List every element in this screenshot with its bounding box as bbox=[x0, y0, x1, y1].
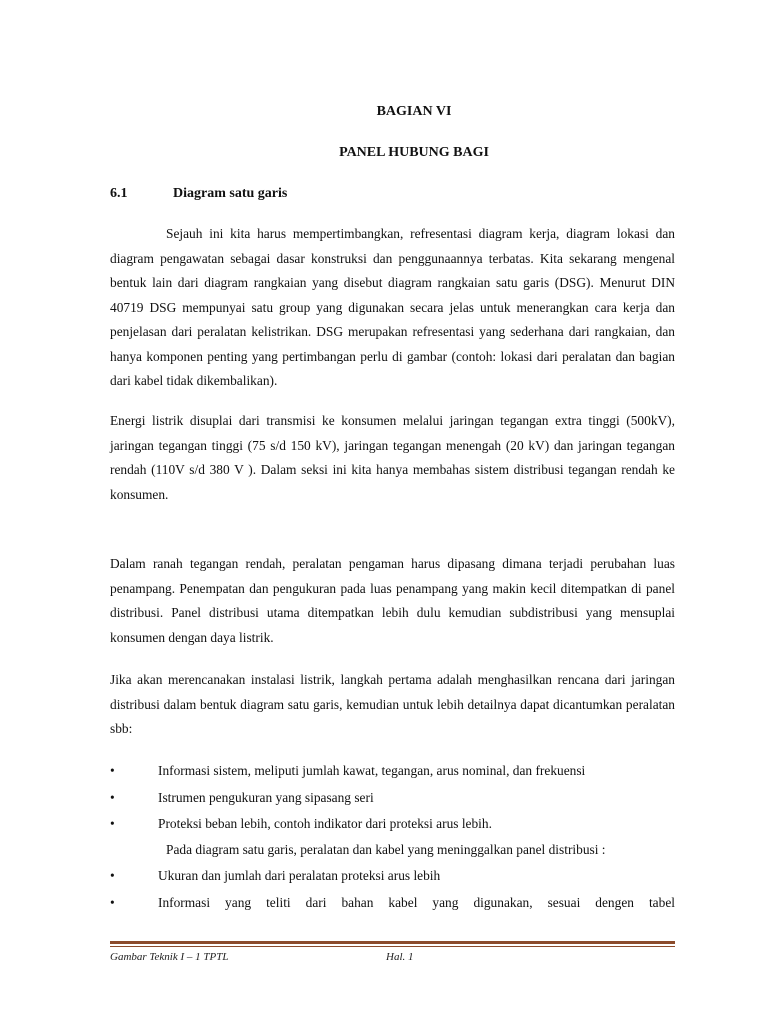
page-number: Hal. 1 bbox=[386, 951, 414, 963]
section-title: Diagram satu garis bbox=[173, 186, 288, 201]
paragraph-1: Sejauh ini kita harus mempertimbangkan, refresentasi diagram kerja, diagram lokasi dan diagram pengawatan sebagai dasar konstruksi dan penggunaannya terbatas. Kita sekarang mengenal bentuk lain dari diagram rangkaian yang disebut diagram rangkaian satu garis (DSG). Menurut DIN 40719 DSG mempunyai satu group yang digunakan secara jelas untuk menerangkan cara kerja dan penjelasan dari peralatan kelistrikan. DSG merupakan refresentasi yang sederhana dari rangkaian, dan hanya komponen penting yang pertimbangan perlu di gambar (contoh: lokasi dari peralatan dan bagian dari kabel tidak dikembalikan). bbox=[110, 226, 675, 388]
list-item bbox=[110, 867, 675, 885]
chapter-title: BAGIAN VI bbox=[376, 104, 452, 119]
bullet-icon: • bbox=[110, 816, 115, 831]
section-number: 6.1 bbox=[110, 186, 128, 201]
section-heading bbox=[110, 186, 287, 202]
paragraph-2: Energi listrik disuplai dari transmisi ke konsumen melalui jaringan tegangan extra tinggi (500kV), jaringan tegangan tinggi (75 s/d 150 kV), jaringan tegangan menengah (20 kV) dan jaringan tegangan rendah (110V s/d 380 V ). Dalam seksi ini kita hanya membahas sistem distribusi tegangan rendah ke konsumen. bbox=[110, 413, 675, 502]
list-item-text: Ukuran dan jumlah dari peralatan proteksi arus lebih bbox=[158, 868, 441, 883]
list-item-text: Informasi yang teliti dari bahan kabel yang digunakan, sesuai dengen tabel bbox=[158, 895, 675, 910]
list-item bbox=[110, 894, 675, 912]
list-item bbox=[110, 762, 675, 780]
bullet-icon: • bbox=[110, 790, 115, 805]
paragraph-4: Jika akan merencanakan instalasi listrik, langkah pertama adalah menghasilkan rencana dari jaringan distribusi dalam bentuk diagram satu garis, kemudian untuk lebih detailnya dapat dicantumkan peralatan sbb: bbox=[110, 672, 675, 736]
bullet-icon: • bbox=[110, 895, 115, 910]
list-item bbox=[110, 789, 675, 807]
list-note: Pada diagram satu garis, peralatan dan kabel yang meninggalkan panel distribusi : bbox=[166, 842, 606, 857]
bullet-icon: • bbox=[110, 763, 115, 778]
bullet-icon: • bbox=[110, 868, 115, 883]
list-item-text: Informasi sistem, meliputi jumlah kawat, tegangan, arus nominal, dan frekuensi bbox=[158, 763, 586, 778]
footer-rule-thin bbox=[110, 946, 675, 947]
paragraph-3: Dalam ranah tegangan rendah, peralatan pengaman harus dipasang dimana terjadi perubahan luas penampang. Penempatan dan pengukuran pada luas penampang yang makin kecil ditempatkan di panel distribusi. Panel distribusi utama ditempatkan lebih dulu kemudian subdistribusi yang mensuplai konsumen dengan daya listrik. bbox=[110, 556, 675, 645]
list-item-text: Proteksi beban lebih, contoh indikator dari proteksi arus lebih. bbox=[158, 816, 492, 831]
footer-rule-thick bbox=[110, 941, 675, 944]
chapter-subtitle: PANEL HUBUNG BAGI bbox=[339, 145, 489, 160]
list-item bbox=[110, 815, 675, 833]
footer-text: Gambar Teknik I – 1 TPTL bbox=[110, 951, 229, 963]
list-item-text: Istrumen pengukuran yang sipasang seri bbox=[158, 790, 374, 805]
